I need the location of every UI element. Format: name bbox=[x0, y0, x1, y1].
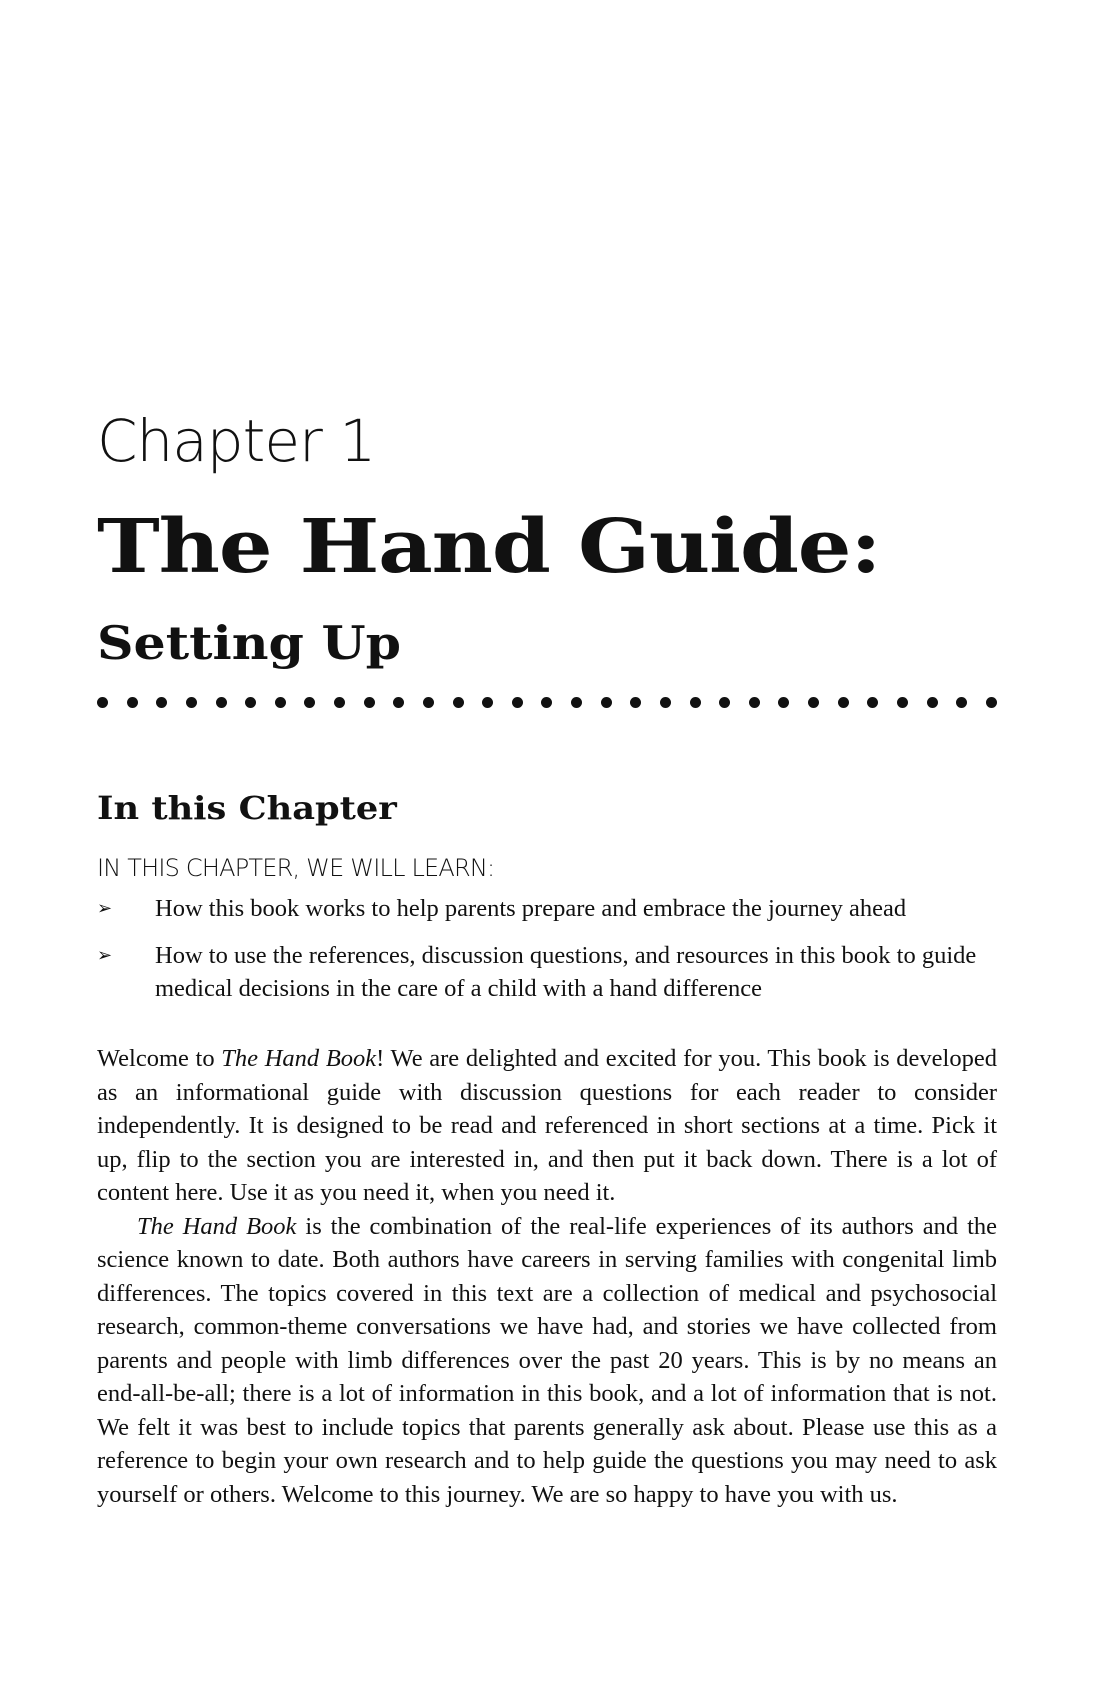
body-paragraph bbox=[97, 1042, 997, 1210]
paragraph-text: is the combination of the real-life experiences of its authors and the science known to date. Both authors have careers in serving families with congenital limb differences. The topics covered in this text are a collection of medical and psychosocial research, common-theme conversations we have had, and stories we have collected from parents and people with limb differences over the past 20 years. This is by no means an end-all-be-all; there is a lot of information in this book, and a lot of information that is not. We felt it was best to include topics that parents generally ask about. Please use this as a reference to begin your own research and to help guide the questions you may need to ask yourself or others. Welcome to this journey. We are so happy to have you with us. bbox=[97, 1212, 997, 1508]
chapter-title: The Hand Guide: bbox=[97, 504, 881, 590]
divider-dot bbox=[838, 697, 849, 708]
book-title: The Hand Book bbox=[137, 1212, 297, 1240]
learn-intro: IN THIS CHAPTER, WE WILL LEARN: bbox=[97, 854, 495, 882]
book-title: The Hand Book bbox=[221, 1045, 377, 1072]
divider-dot bbox=[986, 697, 997, 708]
divider-dot bbox=[127, 697, 138, 708]
divider-dot bbox=[690, 697, 701, 708]
dotted-divider bbox=[97, 695, 997, 709]
divider-dot bbox=[778, 697, 789, 708]
body-text bbox=[97, 1042, 997, 1511]
divider-dot bbox=[216, 697, 227, 708]
divider-dot bbox=[245, 697, 256, 708]
list-item bbox=[97, 939, 997, 1005]
paragraph-text: Welcome to bbox=[97, 1045, 222, 1072]
learning-objectives-list bbox=[97, 892, 997, 1019]
divider-dot bbox=[156, 697, 167, 708]
divider-dot bbox=[571, 697, 582, 708]
divider-dot bbox=[393, 697, 404, 708]
divider-dot bbox=[749, 697, 760, 708]
divider-dot bbox=[423, 697, 434, 708]
divider-dot bbox=[275, 697, 286, 708]
divider-dot bbox=[808, 697, 819, 708]
chapter-label: Chapter 1 bbox=[97, 407, 376, 475]
divider-dot bbox=[541, 697, 552, 708]
divider-dot bbox=[601, 697, 612, 708]
divider-dot bbox=[482, 697, 493, 708]
divider-dot bbox=[719, 697, 730, 708]
list-item bbox=[97, 892, 997, 925]
divider-dot bbox=[897, 697, 908, 708]
divider-dot bbox=[453, 697, 464, 708]
chapter-subtitle: Setting Up bbox=[97, 616, 401, 670]
divider-dot bbox=[186, 697, 197, 708]
paragraph-text: ! We are delighted and excited for you. This book is developed as an informational guide with discussion questions for each reader to consider independently. It is designed to be read and referenced in short sections at a time. Pick it up, flip to the section you are interested in, and then put it back down. There is a lot of content here. Use it as you need it, when you need it. bbox=[97, 1045, 997, 1206]
arrow-bullet-icon: ➢ bbox=[97, 945, 113, 965]
divider-dot bbox=[304, 697, 315, 708]
divider-dot bbox=[334, 697, 345, 708]
list-item-text: How to use the references, discussion questions, and resources in this book to guide medical decisions in the care of a child with a hand difference bbox=[155, 942, 977, 1002]
divider-dot bbox=[97, 697, 108, 708]
arrow-bullet-icon: ➢ bbox=[97, 898, 113, 918]
divider-dot bbox=[660, 697, 671, 708]
divider-dot bbox=[927, 697, 938, 708]
divider-dot bbox=[630, 697, 641, 708]
divider-dot bbox=[956, 697, 967, 708]
body-paragraph bbox=[97, 1210, 997, 1512]
section-heading: In this Chapter bbox=[97, 789, 397, 827]
list-item-text: How this book works to help parents prepare and embrace the journey ahead bbox=[155, 895, 907, 922]
divider-dot bbox=[512, 697, 523, 708]
divider-dot bbox=[364, 697, 375, 708]
divider-dot bbox=[867, 697, 878, 708]
